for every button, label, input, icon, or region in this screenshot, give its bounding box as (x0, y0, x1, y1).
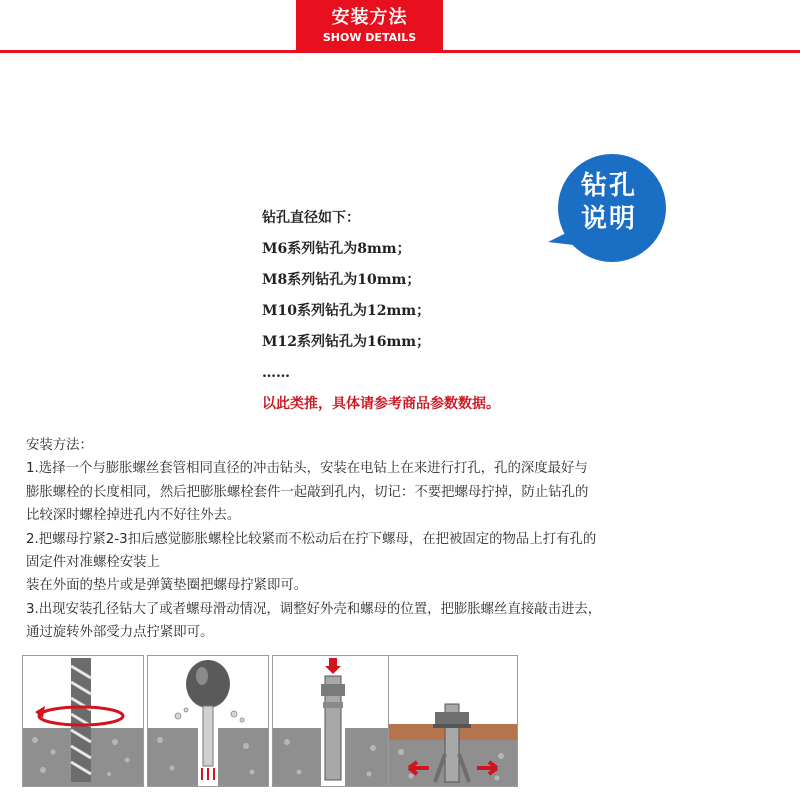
instruction-line: 3.出现安装孔径钻大了或者螺母滑动情况，调整好外壳和螺母的位置，把膨胀螺丝直接敲击进去， (26, 601, 602, 617)
section-subtitle: SHOW DETAILS (322, 31, 417, 44)
figure-insert-bolt (272, 655, 394, 787)
instruction-line: 2.把螺母拧紧2-3扣后感觉膨胀螺栓比较紧而不松动后在拧下螺母，在把被固定的物品上打有孔的 (26, 531, 597, 547)
header-rule (0, 50, 800, 53)
instruction-line: 膨胀螺栓的长度相同，然后把膨胀螺栓套件一起敲到孔内，切记：不要把螺母拧掉，防止钻孔的 (26, 484, 589, 500)
figure-tighten-nut (388, 655, 518, 787)
installation-instructions (26, 434, 786, 645)
section-banner (296, 0, 443, 50)
bubble-line-1: 钻孔 (580, 171, 637, 201)
section-title: 安装方法 (331, 7, 408, 28)
drill-note: 以此类推，具体请参考商品参数数据。 (262, 396, 500, 412)
drill-item-m8: M8系列钻孔为10mm； (262, 272, 421, 288)
drill-diameter-list (262, 203, 602, 420)
header (0, 0, 800, 52)
bubble-line-2: 说明 (580, 204, 637, 234)
drill-item-m6: M6系列钻孔为8mm； (262, 241, 411, 257)
blower-bulb-icon (148, 656, 268, 786)
anchor-bolt-icon (273, 656, 393, 786)
drill-item-m12: M12系列钻孔为16mm； (262, 334, 431, 350)
drill-bit-icon (23, 656, 143, 786)
instructions-heading: 安装方法： (26, 438, 93, 453)
instruction-line: 固定件对准螺栓安装上 (26, 554, 160, 570)
drill-ellipsis: …… (262, 365, 290, 381)
instruction-line: 比较深时螺栓掉进孔内不好往外去。 (26, 508, 241, 524)
instruction-line: 装在外面的垫片或是弹簧垫圈把螺母拧紧即可。 (26, 578, 308, 594)
drill-item-m10: M10系列钻孔为12mm； (262, 303, 431, 319)
figure-blow-dust (147, 655, 269, 787)
instruction-line: 通过旋转外部受力点拧紧即可。 (26, 625, 214, 641)
drill-heading: 钻孔直径如下： (262, 210, 360, 226)
figure-drill-hole (22, 655, 144, 787)
installation-figures (22, 655, 782, 790)
expansion-bolt-icon (389, 656, 517, 786)
instruction-line: 1.选择一个与膨胀螺丝套管相同直径的冲击钻头，安装在电钻上在来进行打孔，孔的深度最好与 (26, 461, 588, 477)
